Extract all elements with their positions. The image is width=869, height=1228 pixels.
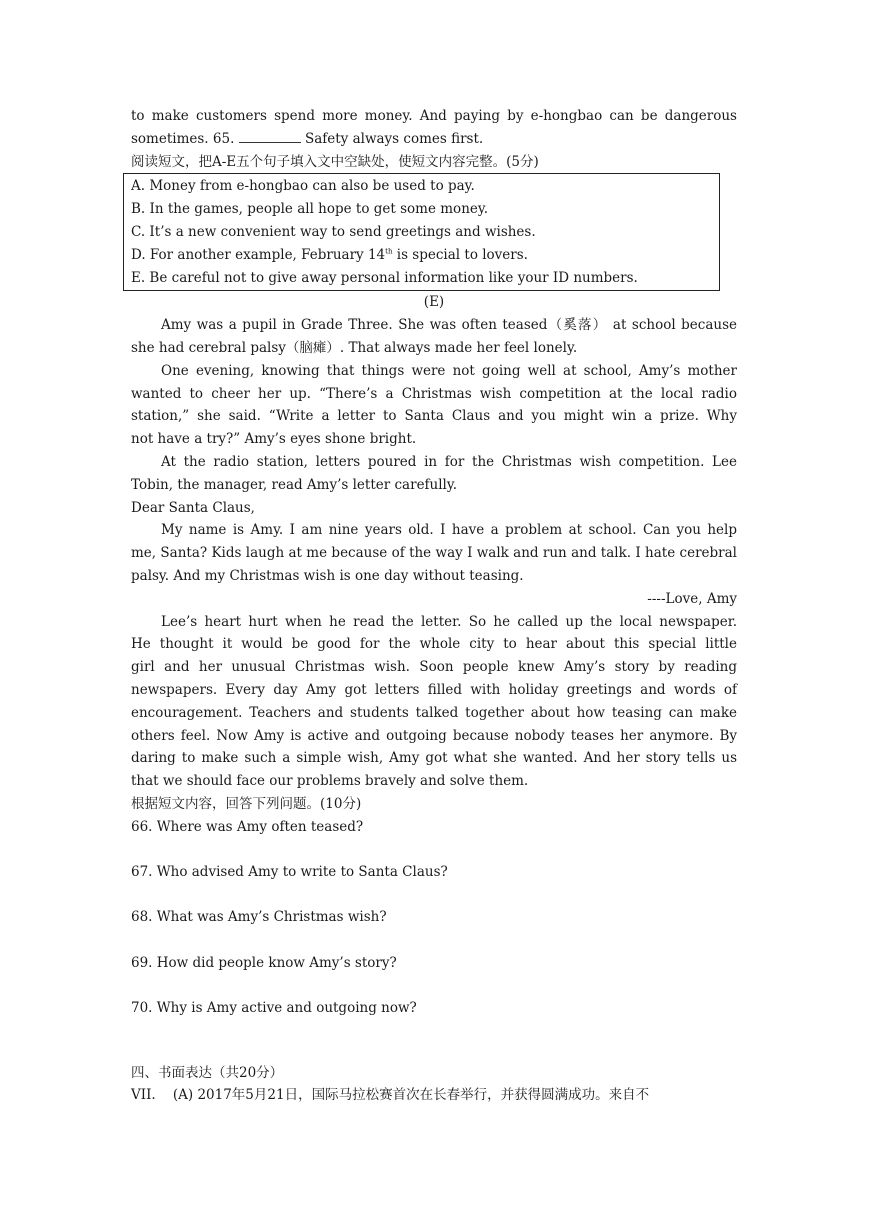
passage-line: Lee’s heart hurt when he read the letter. So he called up the local newspaper. xyxy=(161,613,737,630)
option-d-text: D. For another example, February 14 xyxy=(131,246,386,263)
question-69: 69. How did people know Amy’s story? xyxy=(131,954,397,971)
passage-line: Tobin, the manager, read Amy’s letter carefully. xyxy=(131,476,458,493)
instruction-answer-questions: 根据短文内容，回答下列问题。(10分) xyxy=(131,795,362,812)
question-70: 70. Why is Amy active and outgoing now? xyxy=(131,999,417,1016)
passage-line: that we should face our problems bravely and solve them. xyxy=(131,773,529,790)
answer-space-69[interactable] xyxy=(131,974,737,997)
section-e-title: (E) xyxy=(423,294,445,311)
passage-line: Amy was a pupil in Grade Three. She was often teased（奚落） at school because xyxy=(161,317,737,334)
passage-line: One evening, knowing that things were not going well at school, Amy’s mother xyxy=(161,362,737,379)
passage-line: not have a try?” Amy’s eyes shone bright. xyxy=(131,431,417,448)
passage-line: wanted to cheer her up. “There’s a Christmas wish competition at the local radio xyxy=(131,385,737,402)
letter-signature: ----Love, Amy xyxy=(647,590,737,607)
letter-salutation: Dear Santa Claus, xyxy=(131,499,255,516)
intro-line-1: to make customers spend more money. And paying by e-hongbao can be dangerous xyxy=(131,108,737,124)
instruction-fill-blanks: 阅读短文，把A-E五个句子填入文中空缺处，使短文内容完整。(5分) xyxy=(131,153,539,170)
question-68: 68. What was Amy’s Christmas wish? xyxy=(131,909,387,926)
option-d xyxy=(131,244,719,267)
options-box xyxy=(123,173,720,291)
section-4-title: 四、书面表达（共20分） xyxy=(131,1064,284,1081)
option-c: C. It’s a new convenient way to send greetings and wishes. xyxy=(131,223,536,240)
document-page xyxy=(131,105,737,1107)
letter-line: My name is Amy. I am nine years old. I have a problem at school. Can you help xyxy=(161,522,737,539)
passage-line: girl and her unusual Christmas wish. Soon people knew Amy’s story by reading xyxy=(131,659,737,676)
option-d-tail: is special to lovers. xyxy=(392,246,528,263)
passage-line: At the radio station, letters poured in for the Christmas wish competition. Lee xyxy=(161,453,737,470)
answer-space-68[interactable] xyxy=(131,929,737,952)
answer-space-70[interactable] xyxy=(131,1020,737,1062)
option-b: B. In the games, people all hope to get some money. xyxy=(131,201,488,218)
option-e: E. Be careful not to give away personal information like your ID numbers. xyxy=(131,269,638,286)
section-7-line: VII. (A) 2017年5月21日，国际马拉松赛首次在长春举行，并获得圆满成功。来自不 xyxy=(131,1087,650,1104)
answer-blank-65[interactable] xyxy=(239,129,301,143)
passage-line: others feel. Now Amy is active and outgoing because nobody teases her anymore. By xyxy=(131,727,737,744)
answer-space-66[interactable] xyxy=(131,839,737,862)
option-a: A. Money from e-hongbao can also be used to pay. xyxy=(131,178,475,195)
option-d-superscript: th xyxy=(385,247,393,256)
passage-line: she had cerebral palsy（脑瘫）. That always made her feel lonely. xyxy=(131,339,578,356)
question-67: 67. Who advised Amy to write to Santa Claus? xyxy=(131,864,448,880)
intro-line-2-end: Safety always comes first. xyxy=(304,130,484,147)
passage-line: He thought it would be good for the whole city to hear about this special little xyxy=(131,636,737,653)
passage-line: daring to make such a simple wish, Amy got what she wanted. And her story tells us xyxy=(131,750,737,767)
question-66: 66. Where was Amy often teased? xyxy=(131,818,364,835)
intro-line-2-start: sometimes. 65. xyxy=(131,130,235,147)
answer-space-67[interactable] xyxy=(131,884,737,907)
passage-line: newspapers. Every day Amy got letters filled with holiday greetings and words of xyxy=(131,681,737,698)
letter-line: me, Santa? Kids laugh at me because of the way I walk and run and talk. I hate cerebral xyxy=(131,545,737,562)
letter-line: palsy. And my Christmas wish is one day without teasing. xyxy=(131,567,524,584)
intro-line-2 xyxy=(131,128,737,151)
passage-line: encouragement. Teachers and students talked together about how teasing can make xyxy=(131,704,737,721)
passage-line: station,” she said. “Write a letter to Santa Claus and you might win a prize. Why xyxy=(131,408,737,425)
